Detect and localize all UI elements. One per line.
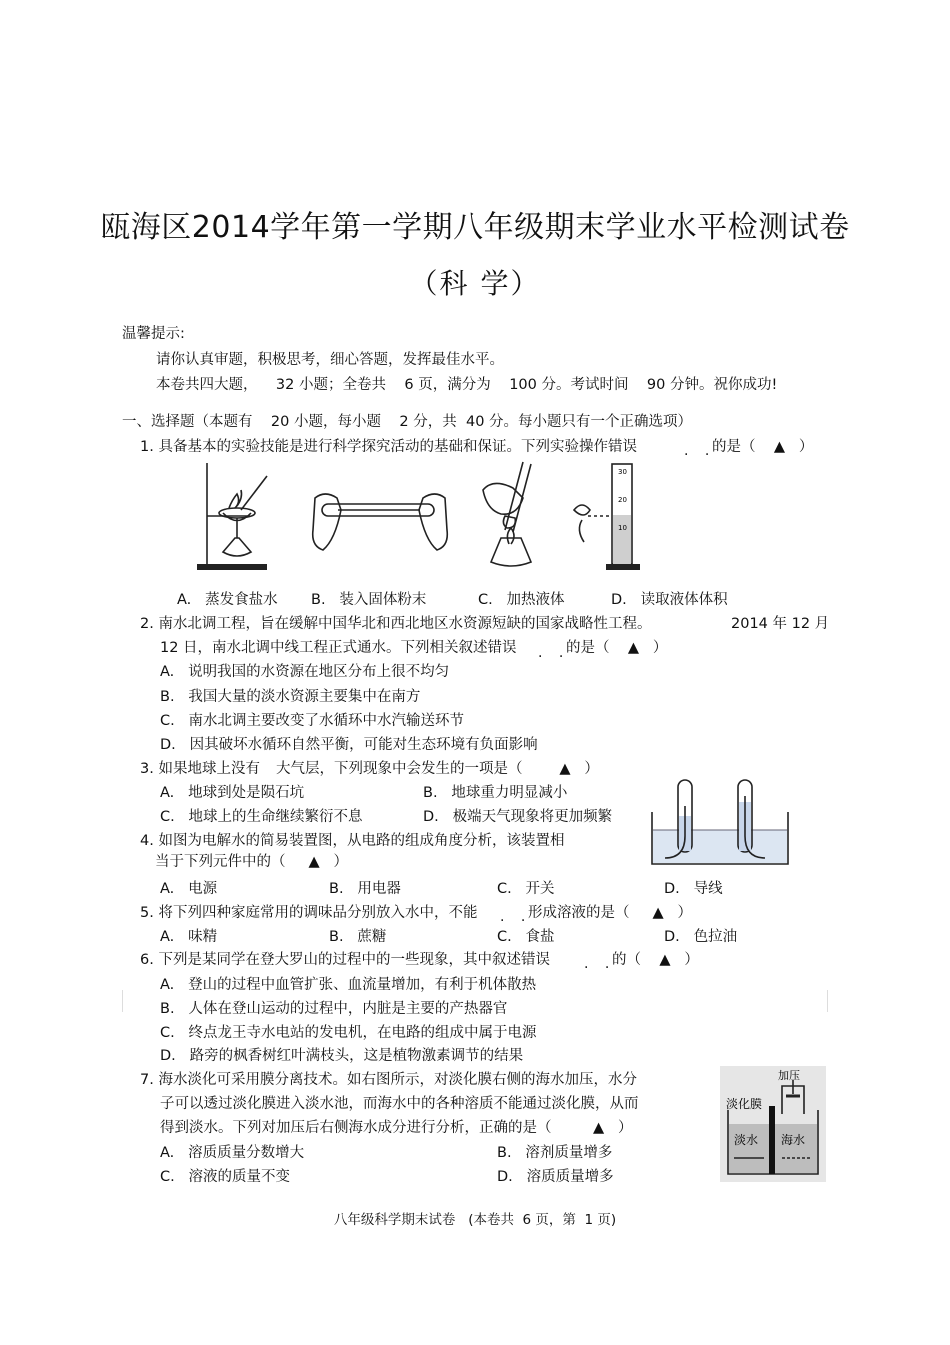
q1-stem: 1. 具备基本的实验技能是进行科学探究活动的基础和保证。下列实验操作错误 bbox=[140, 439, 637, 455]
figure-membrane-desalination bbox=[720, 1066, 826, 1182]
q7-stem-line-2: 子可以透过淡化膜进入淡水池，而海水中的各种溶质不能通过淡化膜，从而 bbox=[160, 1096, 639, 1112]
figure-heat-liquid bbox=[475, 460, 555, 572]
q2-stem-line-2: 12 日，南水北调中线工程正式通水。下列相关叙述错误 bbox=[160, 640, 517, 656]
q6-option-d: D. 路旁的枫香树红叶满枝头，这是植物激素调节的结果 bbox=[160, 1048, 524, 1064]
q2-option-c: C. 南水北调主要改变了水循环中水汽输送环节 bbox=[160, 713, 465, 729]
q5-option-a: A. 味精 bbox=[160, 929, 218, 945]
q1-option-b: B. 装入固体粉末 bbox=[311, 592, 427, 608]
q7-option-c: C. 溶液的质量不变 bbox=[160, 1169, 291, 1185]
q6-option-c: C. 终点龙王寺水电站的发电机，在电路的组成中属于电源 bbox=[160, 1025, 537, 1041]
q2-option-b: B. 我国大量的淡水资源主要集中在南方 bbox=[160, 689, 421, 705]
figure-read-liquid-volume bbox=[568, 460, 648, 572]
tips-line-1: 请你认真审题，积极思考，细心答题，发挥最佳水平。 bbox=[156, 352, 504, 368]
page-subtitle: （科 学） bbox=[409, 267, 541, 300]
emphasis-dots: . . bbox=[584, 956, 616, 972]
q7-option-a: A. 溶质质量分数增大 bbox=[160, 1145, 305, 1161]
label-pressure: 加压 bbox=[778, 1069, 800, 1082]
q7-stem-line-1: 7. 海水淡化可采用膜分离技术。如右图所示，对淡化膜右侧的海水加压，水分 bbox=[140, 1072, 637, 1088]
label-fresh-water: 淡水 bbox=[734, 1133, 759, 1147]
q5-stem: 5. 将下列四种家庭常用的调味品分别放入水中，不能 bbox=[140, 905, 478, 921]
q2-stem-line-1: 2. 南水北调工程，旨在缓解中国华北和西北地区水资源短缺的国家战略性工程。 bbox=[140, 616, 652, 632]
q3-option-b: B. 地球重力明显减小 bbox=[423, 785, 568, 801]
tips-heading: 温馨提示: bbox=[122, 326, 185, 342]
q4-stem-line-1: 4. 如图为电解水的简易装置图，从电路的组成角度分析，该装置相 bbox=[140, 833, 565, 849]
figure-water-electrolysis bbox=[648, 776, 793, 868]
emphasis-dots: . . bbox=[500, 909, 532, 925]
q6-option-b: B. 人体在登山运动的过程中，内脏是主要的产热器官 bbox=[160, 1001, 508, 1017]
cyl-mark-20: 20 bbox=[618, 496, 627, 504]
q1-answer-blank: 的是（ ▲ ） bbox=[712, 439, 814, 455]
page-title: 瓯海区2014学年第一学期八年级期末学业水平检测试卷 bbox=[100, 210, 850, 245]
q6-option-a: A. 登山的过程中血管扩张、血流量增加，有利于机体散热 bbox=[160, 977, 537, 993]
q6-stem: 6. 下列是某同学在登大罗山的过程中的一些现象，其中叙述错误 bbox=[140, 952, 550, 968]
q4-option-c: C. 开关 bbox=[497, 881, 555, 897]
q1-option-c: C. 加热液体 bbox=[478, 592, 565, 608]
emphasis-dots: . . bbox=[684, 443, 716, 459]
q2-answer-blank: 的是（ ▲ ） bbox=[566, 640, 668, 656]
figure-load-solid-powder bbox=[310, 488, 450, 558]
q3-stem-b: 大气层，下列现象中会发生的一项是（ ▲ ） bbox=[276, 761, 599, 777]
q4-stem-line-2: 当于下列元件中的（ ▲ ） bbox=[155, 854, 349, 870]
q5-answer-blank: 形成溶液的是（ ▲ ） bbox=[528, 905, 693, 921]
q6-answer-blank: 的（ ▲ ） bbox=[612, 952, 699, 968]
page-footer: 八年级科学期末试卷 (本卷共 6 页，第 1 页) bbox=[333, 1212, 617, 1228]
tips-line-2: 本卷共四大题， 32 小题；全卷共 6 页，满分为 100 分。考试时间 90 分钟。祝你成功! bbox=[156, 377, 778, 393]
q7-option-b: B. 溶剂质量增多 bbox=[497, 1145, 613, 1161]
q5-option-d: D. 色拉油 bbox=[664, 929, 738, 945]
q4-option-d: D. 导线 bbox=[664, 881, 723, 897]
section-1-heading: 一、选择题（本题有 20 小题，每小题 2 分，共 40 分。每小题只有一个正确选项） bbox=[122, 414, 693, 430]
label-membrane: 淡化膜 bbox=[726, 1097, 763, 1111]
cyl-mark-30: 30 bbox=[618, 468, 627, 476]
q4-option-a: A. 电源 bbox=[160, 881, 218, 897]
q2-option-a: A. 说明我国的水资源在地区分布上很不均匀 bbox=[160, 664, 450, 680]
q7-stem-line-3: 得到淡水。下列对加压后右侧海水成分进行分析，正确的是（ ▲ ） bbox=[160, 1120, 633, 1136]
emphasis-dots: . . bbox=[538, 645, 570, 661]
cyl-mark-10: 10 bbox=[618, 524, 627, 532]
q3-stem-a: 3. 如果地球上没有 bbox=[140, 761, 260, 777]
q1-option-a: A. 蒸发食盐水 bbox=[177, 592, 278, 608]
q3-option-a: A. 地球到处是陨石坑 bbox=[160, 785, 305, 801]
q4-option-b: B. 用电器 bbox=[329, 881, 401, 897]
label-sea-water: 海水 bbox=[781, 1133, 806, 1147]
q3-option-c: C. 地球上的生命继续繁衍不息 bbox=[160, 809, 363, 825]
q5-option-b: B. 蔗糖 bbox=[329, 929, 387, 945]
q1-option-d: D. 读取液体体积 bbox=[611, 592, 728, 608]
margin-line-left bbox=[122, 990, 123, 1012]
margin-line-right bbox=[827, 990, 828, 1012]
q3-option-d: D. 极端天气现象将更加频繁 bbox=[423, 809, 613, 825]
q7-option-d: D. 溶质质量增多 bbox=[497, 1169, 614, 1185]
q2-option-d: D. 因其破坏水循环自然平衡，可能对生态环境有负面影响 bbox=[160, 737, 538, 753]
q5-option-c: C. 食盐 bbox=[497, 929, 555, 945]
figure-evaporate-salt-water bbox=[195, 458, 275, 573]
q2-stem-date: 2014 年 12 月 bbox=[731, 616, 830, 632]
